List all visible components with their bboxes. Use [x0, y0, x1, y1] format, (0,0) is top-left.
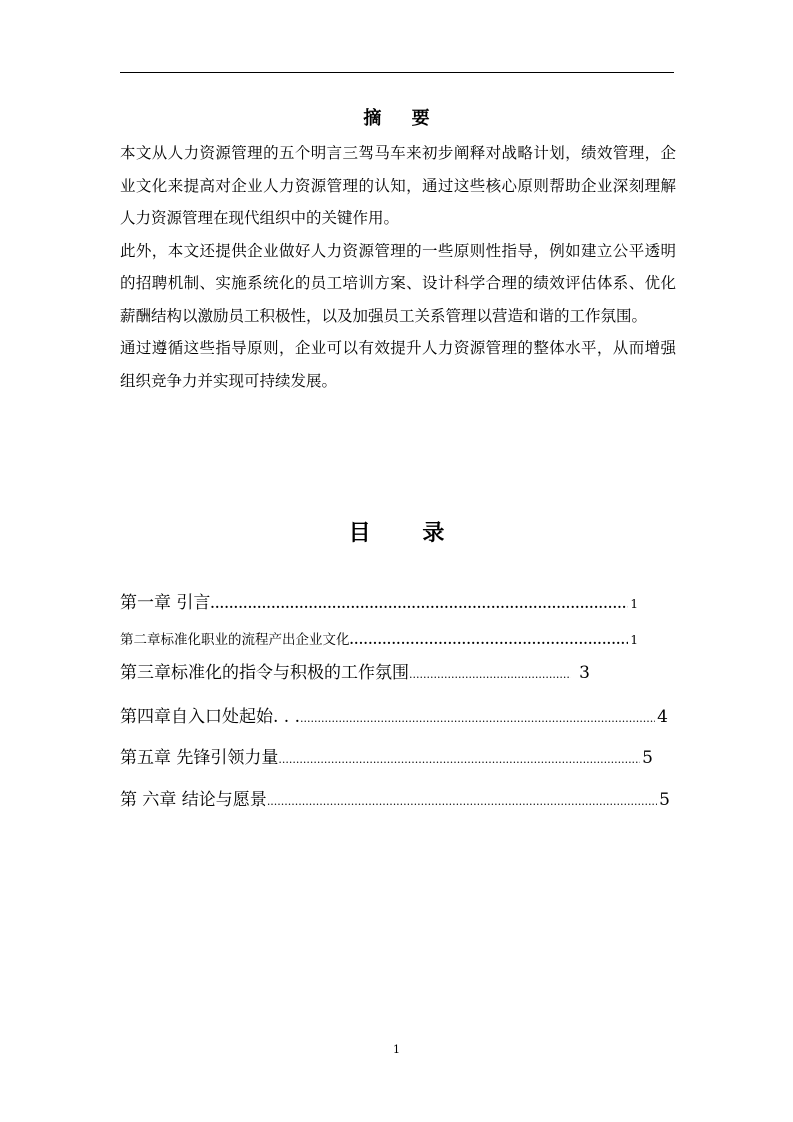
- toc-leader: [278, 753, 640, 766]
- abstract-title: 摘 要: [363, 108, 442, 129]
- toc-page-number: 3: [579, 663, 590, 683]
- toc-entry-chapter-3[interactable]: [120, 658, 590, 683]
- toc-entry-label: 第二章标准化职业的流程产出企业文化: [120, 632, 350, 648]
- toc-entry-label: 第三章标准化的指令与积极的工作氛围: [120, 663, 409, 683]
- abstract-paragraph: 本文从人力资源管理的五个明言三驾马车来初步阐释对战略计划，绩效管理，企业文化来提高对企业人力资源管理的认知，通过这些核心原则帮助企业深刻理解人力资源管理在现代组织中的关键作用。: [120, 144, 676, 227]
- abstract-paragraph: 此外，本文还提供企业做好人力资源管理的一些原则性指导，例如建立公平透明的招聘机制、实施系统化的员工培训方案、设计科学合理的绩效评估体系、优化薪酬结构以激励员工积极性，以及加强员工关系管理以营造和谐的工作氛围。: [120, 241, 676, 325]
- toc-title: 目 录: [348, 520, 467, 546]
- toc-leader: [300, 712, 655, 725]
- toc-entry-label: 第五章 先锋引领力量: [120, 748, 279, 768]
- toc-entry-chapter-5[interactable]: [120, 743, 653, 768]
- toc-entry-chapter-4[interactable]: [120, 702, 668, 727]
- toc-page-number: 5: [659, 790, 670, 810]
- header-rule: [120, 72, 674, 73]
- toc-page-number: 5: [642, 748, 653, 768]
- abstract-paragraph: 通过遵循这些指导原则，企业可以有效提升人力资源管理的整体水平，从而增强组织竞争力并实现可持续发展。: [120, 339, 676, 390]
- toc-page-number: 1: [630, 597, 638, 611]
- toc-entry-chapter-1[interactable]: [120, 588, 638, 613]
- page-number: 1: [393, 1043, 400, 1056]
- toc-leader: [409, 668, 571, 681]
- toc-leader: [267, 795, 657, 808]
- toc-leader: [210, 597, 628, 611]
- toc-entry-chapter-2[interactable]: [120, 628, 638, 648]
- toc-entry-chapter-6[interactable]: [120, 785, 670, 810]
- toc-page-number: 1: [630, 633, 638, 647]
- toc-entry-label: 第一章 引言: [120, 593, 211, 613]
- toc-entry-label: 第四章自入口处起始. . .: [120, 707, 301, 727]
- toc-leader: [350, 633, 629, 647]
- toc-entry-label: 第 六章 结论与愿景: [120, 790, 267, 810]
- toc-page-number: 4: [657, 707, 668, 727]
- abstract-body: [120, 137, 676, 397]
